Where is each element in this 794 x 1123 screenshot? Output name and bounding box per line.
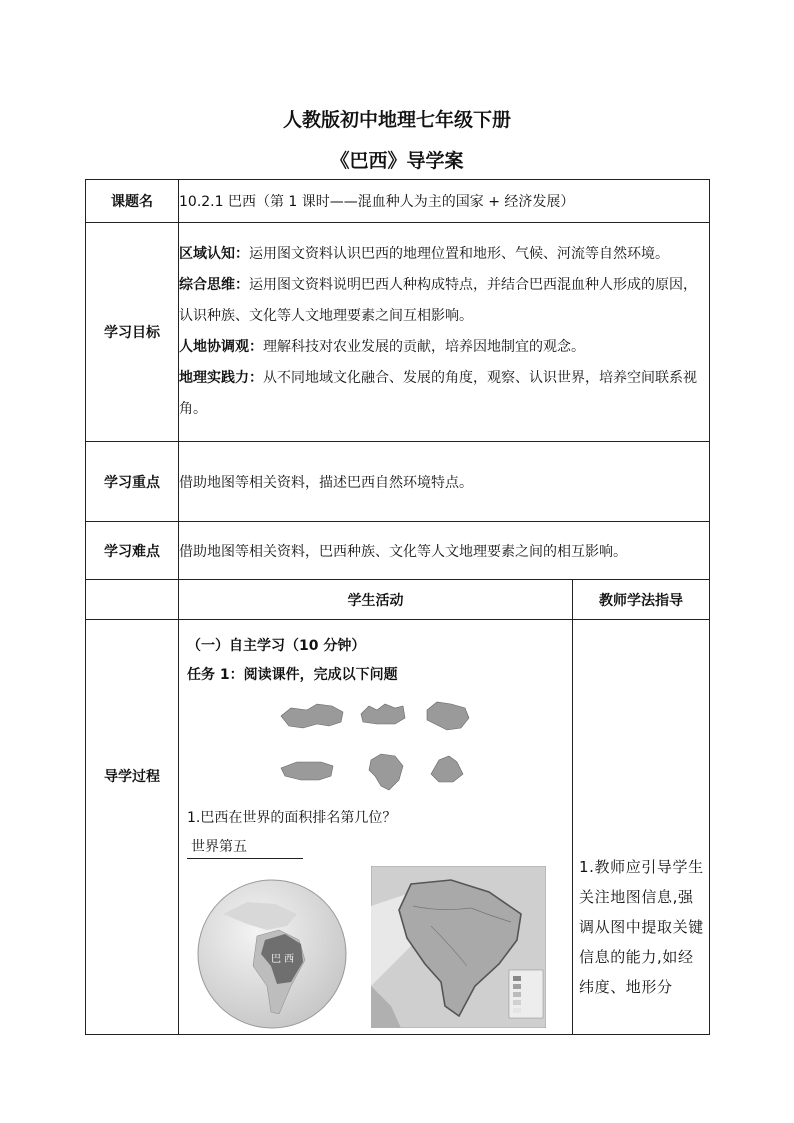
document-title: 人教版初中地理七年级下册	[282, 109, 511, 131]
brazil-shape	[369, 754, 403, 790]
goal-text: 从不同地域文化融合、发展的角度，观察、认识世界，培养空间联系视角。	[179, 370, 697, 417]
goals-row	[86, 223, 710, 442]
difficult-row	[86, 522, 710, 580]
goals-label: 学习目标	[86, 223, 179, 442]
maps-area	[187, 866, 577, 1034]
task-heading: 任务 1：阅读课件，完成以下问题	[187, 667, 398, 683]
answer-text: 世界第五	[187, 836, 303, 859]
goal-item	[179, 332, 709, 363]
key-value: 借助地图等相关资料，描述巴西自然环境特点。	[179, 442, 710, 522]
document-subtitle: 《巴西》导学案	[330, 150, 464, 172]
process-guide	[573, 620, 710, 1035]
topic-value: 10.2.1 巴西（第 1 课时——混血种人为主的国家 + 经济发展）	[179, 180, 710, 223]
topic-row	[86, 180, 710, 223]
country-silhouettes-image	[277, 696, 487, 796]
header-empty	[86, 580, 179, 620]
canada-shape	[361, 704, 405, 724]
usa-shape	[281, 762, 333, 780]
process-row	[86, 620, 710, 1035]
topic-label: 课题名	[86, 180, 179, 223]
guide-text: 1.教师应引导学生关注地图信息,强调从图中提取关键信息的能力,如经纬度、地形分	[579, 858, 704, 996]
goal-head: 综合思维：	[179, 277, 249, 293]
goal-item	[179, 239, 709, 270]
process-activity	[179, 620, 573, 1035]
lesson-plan-table	[85, 179, 710, 1035]
section-heading: （一）自主学习（10 分钟）	[187, 638, 366, 654]
difficult-value: 借助地图等相关资料，巴西种族、文化等人文地理要素之间的相互影响。	[179, 522, 710, 580]
goal-head: 人地协调观：	[179, 339, 263, 355]
brazil-terrain-map-image	[371, 866, 546, 1028]
difficult-label: 学习难点	[86, 522, 179, 580]
header-activity: 学生活动	[179, 580, 573, 620]
question-text: 1.巴西在世界的面积排名第几位？	[187, 810, 397, 826]
goal-item	[179, 270, 709, 332]
key-label: 学习重点	[86, 442, 179, 522]
goal-text: 运用图文资料说明巴西人种构成特点，并结合巴西混血种人形成的原因，认识种族、文化等人文地理要素之间互相影响。	[179, 277, 697, 324]
australia-shape	[431, 756, 463, 782]
goal-head: 区域认知：	[179, 246, 249, 262]
goal-text: 运用图文资料认识巴西的地理位置和地形、气候、河流等自然环境。	[249, 246, 669, 262]
process-label: 导学过程	[86, 620, 179, 1035]
header-guide: 教师学法指导	[573, 580, 710, 620]
russia-shape	[281, 704, 343, 728]
header-row	[86, 580, 710, 620]
china-shape	[427, 702, 469, 730]
key-row	[86, 442, 710, 522]
goal-text: 理解科技对农业发展的贡献，培养因地制宜的观念。	[263, 339, 585, 355]
goal-head: 地理实践力：	[179, 370, 263, 386]
goal-item	[179, 363, 709, 425]
globe-brazil-label: 巴 西	[271, 954, 295, 965]
goals-content	[179, 223, 710, 442]
globe-image	[187, 874, 357, 1034]
